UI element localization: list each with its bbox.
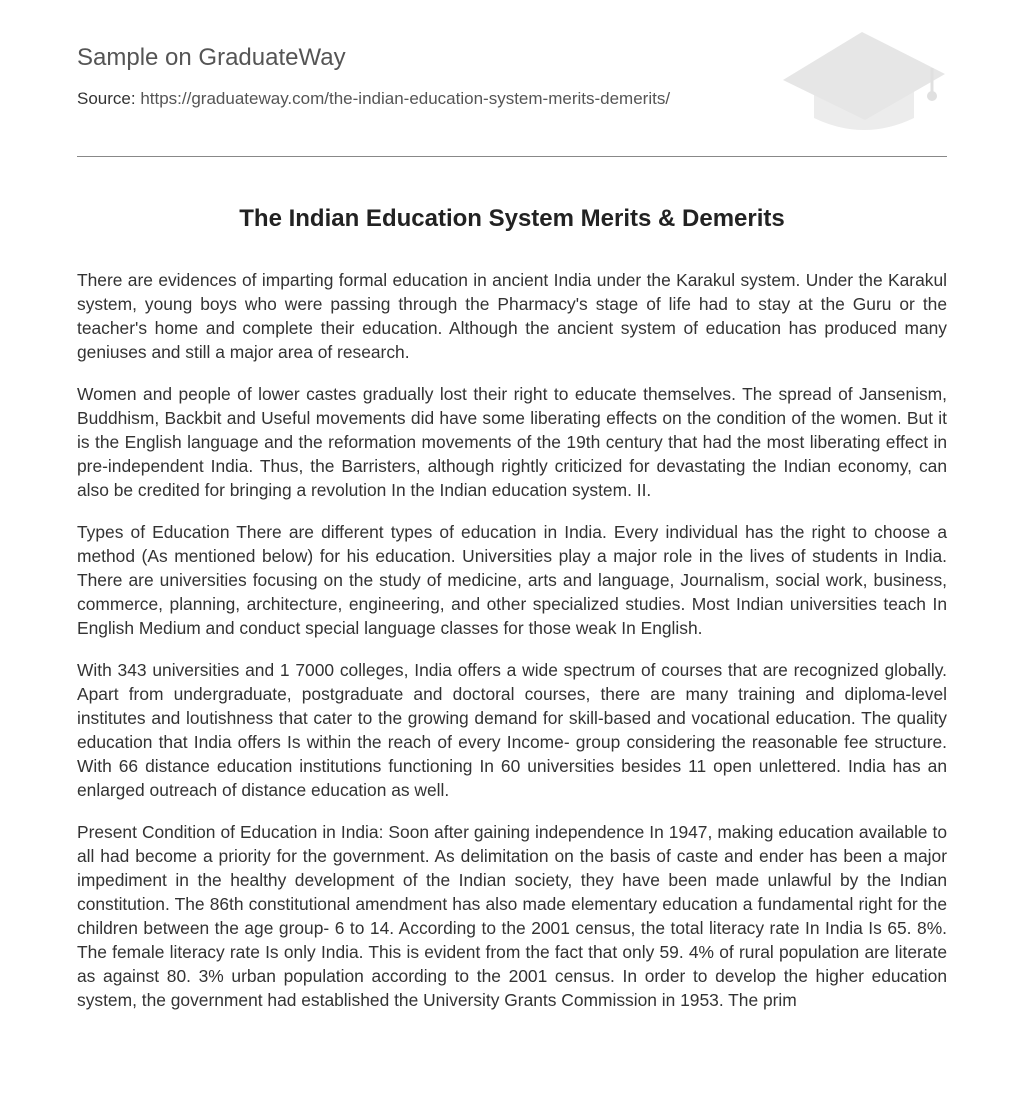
article-title: The Indian Education System Merits & Demerits [239, 205, 785, 232]
page-header [77, 0, 947, 157]
article-body [77, 268, 947, 1030]
source-label: Source: [77, 89, 136, 108]
article-paragraph: Women and people of lower castes gradually lost their right to educate themselves. The spread of Jansenism, Buddhism, Backbit and Useful movements did have some liberating effects on the condition of the women. But it is the English language and the reformation movements of the 19th century that had the most liberating effect in pre-independent India. Thus, the Barristers, although rightly criticized for devastating the Indian economy, can also be credited for bringing a revolution In the Indian education system. II. [77, 384, 947, 500]
graduation-cap-icon [781, 30, 947, 134]
article-paragraph: Types of Education There are different types of education in India. Every individual has the right to choose a method (As mentioned below) for his education. Universities play a major role in the lives of students in India. There are universities focusing on the study of medicine, arts and language, Journalism, social work, business, commerce, planning, architecture, engineering, and other specialized studies. Most Indian universities teach In English Medium and conduct special language classes for those weak In English. [77, 522, 947, 638]
article-paragraph: There are evidences of imparting formal education in ancient India under the Karakul system. Under the Karakul system, young boys who were passing through the Pharmacy's stage of life had to stay at the Guru or the teacher's home and complete their education. Although the ancient system of education has produced many geniuses and still a major area of research. [77, 270, 947, 362]
site-title: Sample on GraduateWay [77, 44, 346, 71]
source-link[interactable]: https://graduateway.com/the-indian-education-system-merits-demerits/ [140, 89, 671, 108]
article-paragraph: Present Condition of Education in India: Soon after gaining independence In 1947, making education available to all had become a priority for the government. As delimitation on the basis of caste and ender has been a major impediment in the healthy development of the Indian society, they have been made unlawful by the Indian constitution. The 86th constitutional amendment has also made elementary education a fundamental right for the children between the age group- 6 to 14. According to the 2001 census, the total literacy rate In India Is 65. 8%. The female literacy rate Is only India. This is evident from the fact that only 59. 4% of rural population are literate as against 80. 3% urban population according to the 2001 census. In order to develop the higher education system, the government had established the University Grants Commission in 1953. The prim [77, 822, 947, 1010]
source-line [77, 89, 670, 109]
article-paragraph: With 343 universities and 1 7000 colleges, India offers a wide spectrum of courses that are recognized globally. Apart from undergraduate, postgraduate and doctoral courses, there are many training and diploma-level institutes and loutishness that cater to the growing demand for skill-based and vocational education. The quality education that India offers Is within the reach of every Income- group considering the reasonable fee structure. With 66 distance education institutions functioning In 60 universities besides 11 open unlettered. India has an enlarged outreach of distance education as well. [77, 660, 947, 800]
